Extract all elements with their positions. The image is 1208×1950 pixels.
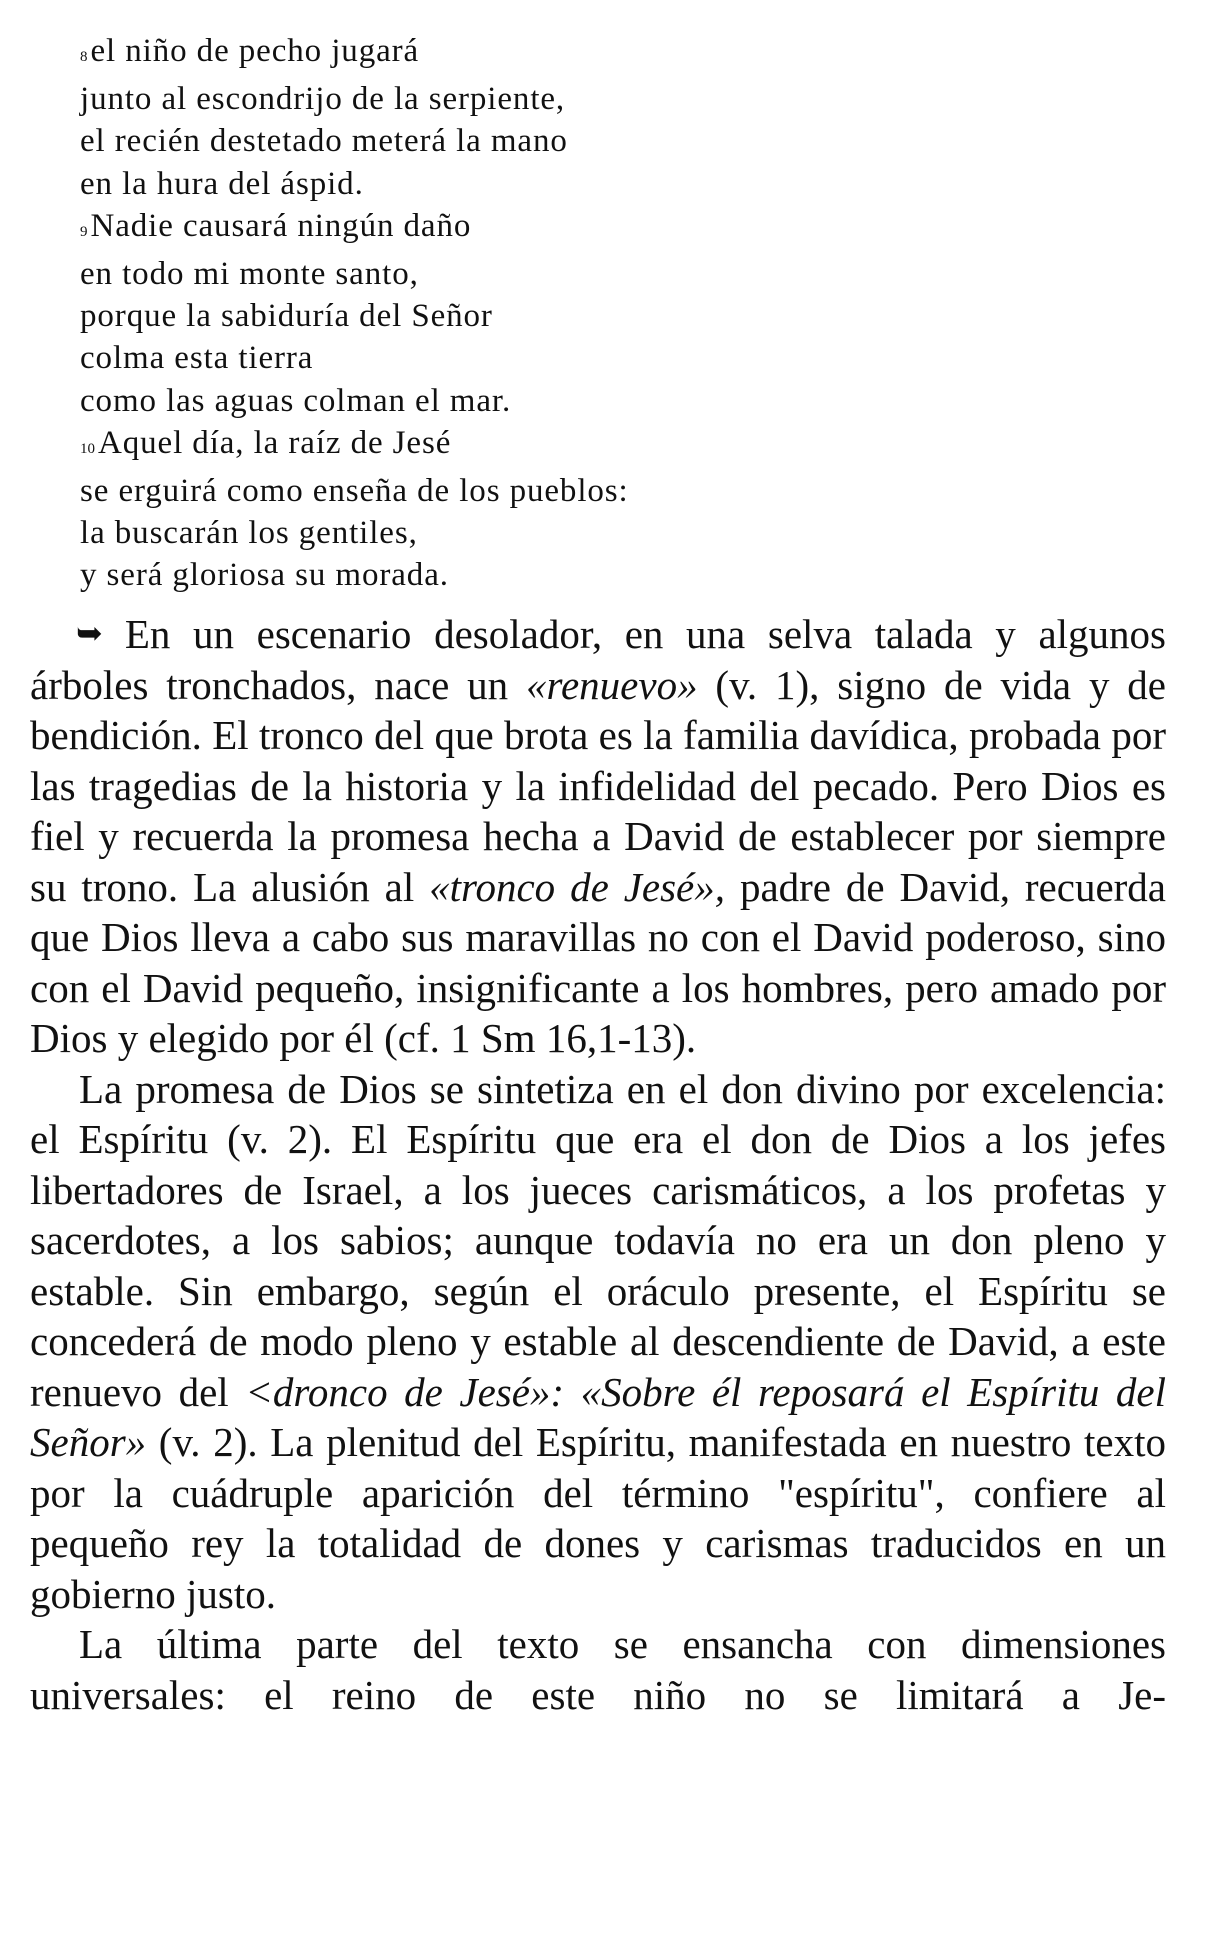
poem-block <box>80 30 980 597</box>
arrow-icon: ➥ <box>76 614 103 652</box>
commentary-paragraph-3: La última parte del texto se ensancha con dimensiones universales: el reino de este niño no se limitará a Je- <box>30 1621 1166 1718</box>
commentary-paragraph-2: La promesa de Dios se sintetiza en el don divino por excelencia: el Espíritu (v. 2). El Espíritu que era el don de Dios a los jefes libertadores de Israel, a los jueces carismáticos, a los profetas y sacerdotes, a los sabios; aunque todavía no era un don pleno y estable. Sin embargo, según el oráculo presente, el Espíritu se concederá de modo pleno y estable al descendiente de David, a este renuevo del <dronco de Jesé»: «Sobre él reposará el Espíritu del Señor» (v. 2). La plenitud del Espíritu, manifestada en nuestro texto por la cuádruple aparición del término "espíritu", confiere al pequeño rey la totalidad de dones y carismas traducidos en un gobierno justo. <box>30 1065 1166 1617</box>
poem-line: se erguirá como enseña de los pueblos: <box>80 473 629 510</box>
commentary-block <box>30 608 1166 1720</box>
poem-line: en la hura del áspid. <box>80 165 364 202</box>
poem-line: junto al escondrijo de la serpiente, <box>80 81 566 118</box>
commentary-paragraph-1: ➥ En un escenario desolador, en una selva talada y algunos árboles tronchados, nace un «renuevo» (v. 1), signo de vida y de bendición. El tronco del que brota es la familia davídica, probada por las tragedias de la historia y la infidelidad del pecado. Pero Dios es fiel y recuerda la promesa hecha a David de establecer por siempre su trono. La alusión al «tronco de Jesé», padre de David, recuerda que Dios lleva a cabo sus maravillas no con el David poderoso, sino con el David pequeño, insignificante a los hombres, pero amado por Dios y elegido por él (cf. 1 Sm 16,1-13). <box>30 608 1166 1064</box>
poem-line: el recién destetado meterá la mano <box>80 123 568 160</box>
verse-number: 10 <box>80 440 95 457</box>
poem-line: y será gloriosa su morada. <box>80 557 449 594</box>
poem-line: como las aguas colman el mar. <box>80 382 512 419</box>
poem-line: 9Nadie causará ningún daño <box>80 205 980 253</box>
poem-line: la buscarán los gentiles, <box>80 515 418 552</box>
verse-number: 9 <box>80 223 88 240</box>
poem-line: en todo mi monte santo, <box>80 256 419 293</box>
verse-number: 8 <box>80 49 88 65</box>
poem-line: porque la sabiduría del Señor <box>80 298 493 335</box>
poem-line: 10Aquel día, la raíz de Jesé <box>80 422 980 470</box>
poem-line: colma esta tierra <box>80 340 314 377</box>
poem-line: 8el niño de pecho jugará <box>80 30 980 78</box>
